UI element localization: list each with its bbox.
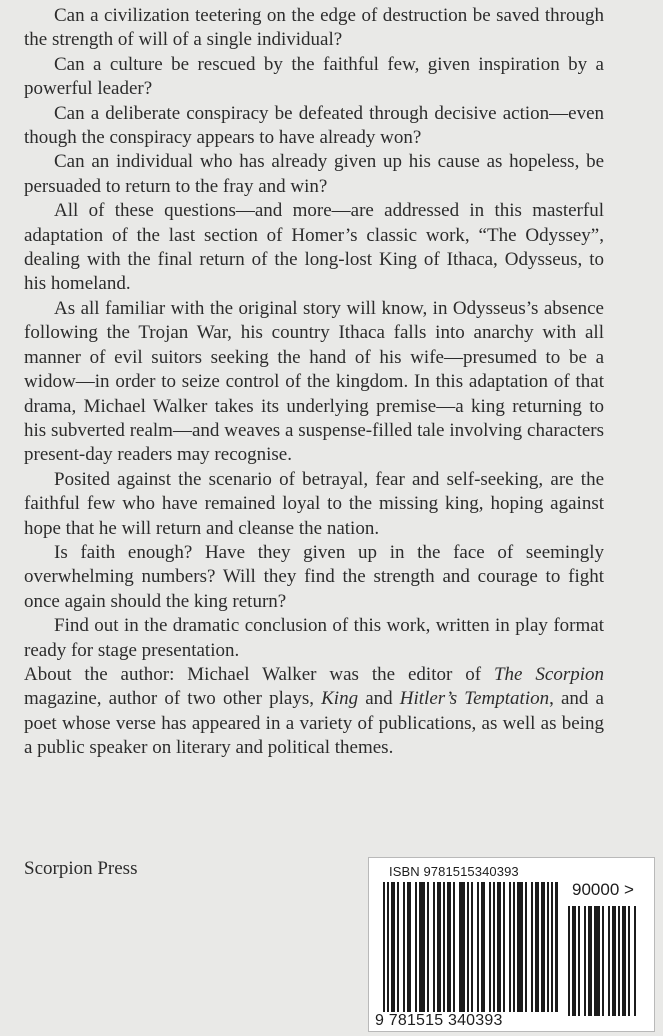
barcode-bar [437,882,441,1012]
barcode-bar [433,882,435,1012]
barcode-bar [391,882,395,1012]
blurb-paragraph: All of these questions—and more—are addressed in this masterful adaptation of the last section of Homer’s classic work, “The Odyssey”, dealing with the final return of the long-lost King of Ithaca, Odysseus, to his homeland. [24,200,604,295]
barcode-main-bars [383,882,558,1012]
barcode-bar [517,882,523,1012]
barcode-bar [387,882,389,1012]
barcode-bar [513,882,515,1012]
play-title: King [321,688,359,710]
barcode-bar [525,882,527,1012]
blurb-paragraph: Posited against the scenario of betrayal, fear and self-seeking, are the faithful few who have remained loyal to the missing king, hoping against hope that he will return and cleanse the nation. [24,468,604,539]
barcode-bar [471,882,473,1012]
barcode-bar [612,906,616,1016]
barcode-bar [481,882,485,1012]
blurb-paragraph: Is faith enough? Have they given up in the face of seemingly overwhelming numbers? Will they find the strength and courage to fight once again should the king return? [24,541,604,612]
author-note-text: , and a poet whose verse has appeared in a variety of publications, as well as being a public speaker on literary and political themes. [24,688,604,759]
barcode-bar [628,906,630,1016]
barcode-bar [622,906,626,1016]
barcode-bar [467,882,469,1012]
barcode-bar [584,906,586,1016]
barcode-bar [503,882,505,1012]
blurb-paragraph: Can a civilization teetering on the edge of destruction be saved through the strength of will of a single individual? [24,5,604,51]
barcode-bar [634,906,636,1016]
barcode-bar [403,882,405,1012]
barcode-bar [551,882,553,1012]
barcode-bar [493,882,495,1012]
barcode-bar [535,882,539,1012]
magazine-title: The Scorpion [493,663,604,685]
barcode-bar [602,906,604,1016]
blurb-paragraph: Can an individual who has already given up his cause as hopeless, be persuaded to return to the fray and win? [24,151,604,197]
author-note-text: and [358,688,400,710]
blurb-paragraph: Can a deliberate conspiracy be defeated through decisive action—even though the conspiracy appears to have already won? [24,102,604,149]
barcode-bar [572,906,576,1016]
author-note [24,663,604,761]
barcode-bar [459,882,465,1012]
author-note-text: About the author: Michael Walker was the editor of [24,663,494,685]
barcode-bar [427,882,429,1012]
barcode-bar [477,882,479,1012]
publisher-name: Scorpion Press [24,858,138,879]
barcode-bar [383,882,385,1012]
barcode-bar [594,906,600,1016]
barcode-bar [397,882,399,1012]
barcode-bar [541,882,545,1012]
barcode-bar [568,906,570,1016]
barcode-bar [453,882,455,1012]
barcode-bar [531,882,533,1012]
barcode-bar [407,882,411,1012]
barcode-digits: 9 781515 340393 [375,1012,503,1029]
barcode-bar [578,906,580,1016]
barcode-bar [489,882,491,1012]
back-cover-blurb [24,4,604,761]
blurb-paragraph: Can a culture be rescued by the faithful few, given inspiration by a powerful leader? [24,53,604,100]
play-title: Hitler’s Temptation [399,688,550,710]
barcode-bar [509,882,511,1012]
barcode-bar [608,906,610,1016]
barcode-bar [588,906,592,1016]
blurb-paragraph: As all familiar with the original story will know, in Odysseus’s absence following the Trojan War, his country Ithaca falls into anarchy with all manner of evil suitors seeking the hand of his wife—presumed to be a widow—in order to seize control of the kingdom. In this adaptation of that drama, Michael Walker takes its underlying premise—a king returning to his subverted realm—and weaves a suspense-filled tale involving characters present-day readers may recognise. [24,297,604,466]
blurb-paragraph: Find out in the dramatic conclusion of this work, written in play format ready for stage presentation. [24,615,604,661]
barcode-bar [419,882,425,1012]
barcode-bar [547,882,549,1012]
barcode-bar [555,882,558,1012]
isbn-label: ISBN 9781515340393 [389,864,519,879]
barcode-bar [497,882,501,1012]
isbn-barcode [368,857,655,1032]
barcode-bar [447,882,451,1012]
barcode-addon-bars [568,906,638,1016]
barcode-bar [443,882,445,1012]
price-addon-label: 90000 > [572,880,634,899]
barcode-bar [618,906,620,1016]
author-note-text: magazine, author of two other plays, [24,688,322,710]
barcode-bar [415,882,417,1012]
